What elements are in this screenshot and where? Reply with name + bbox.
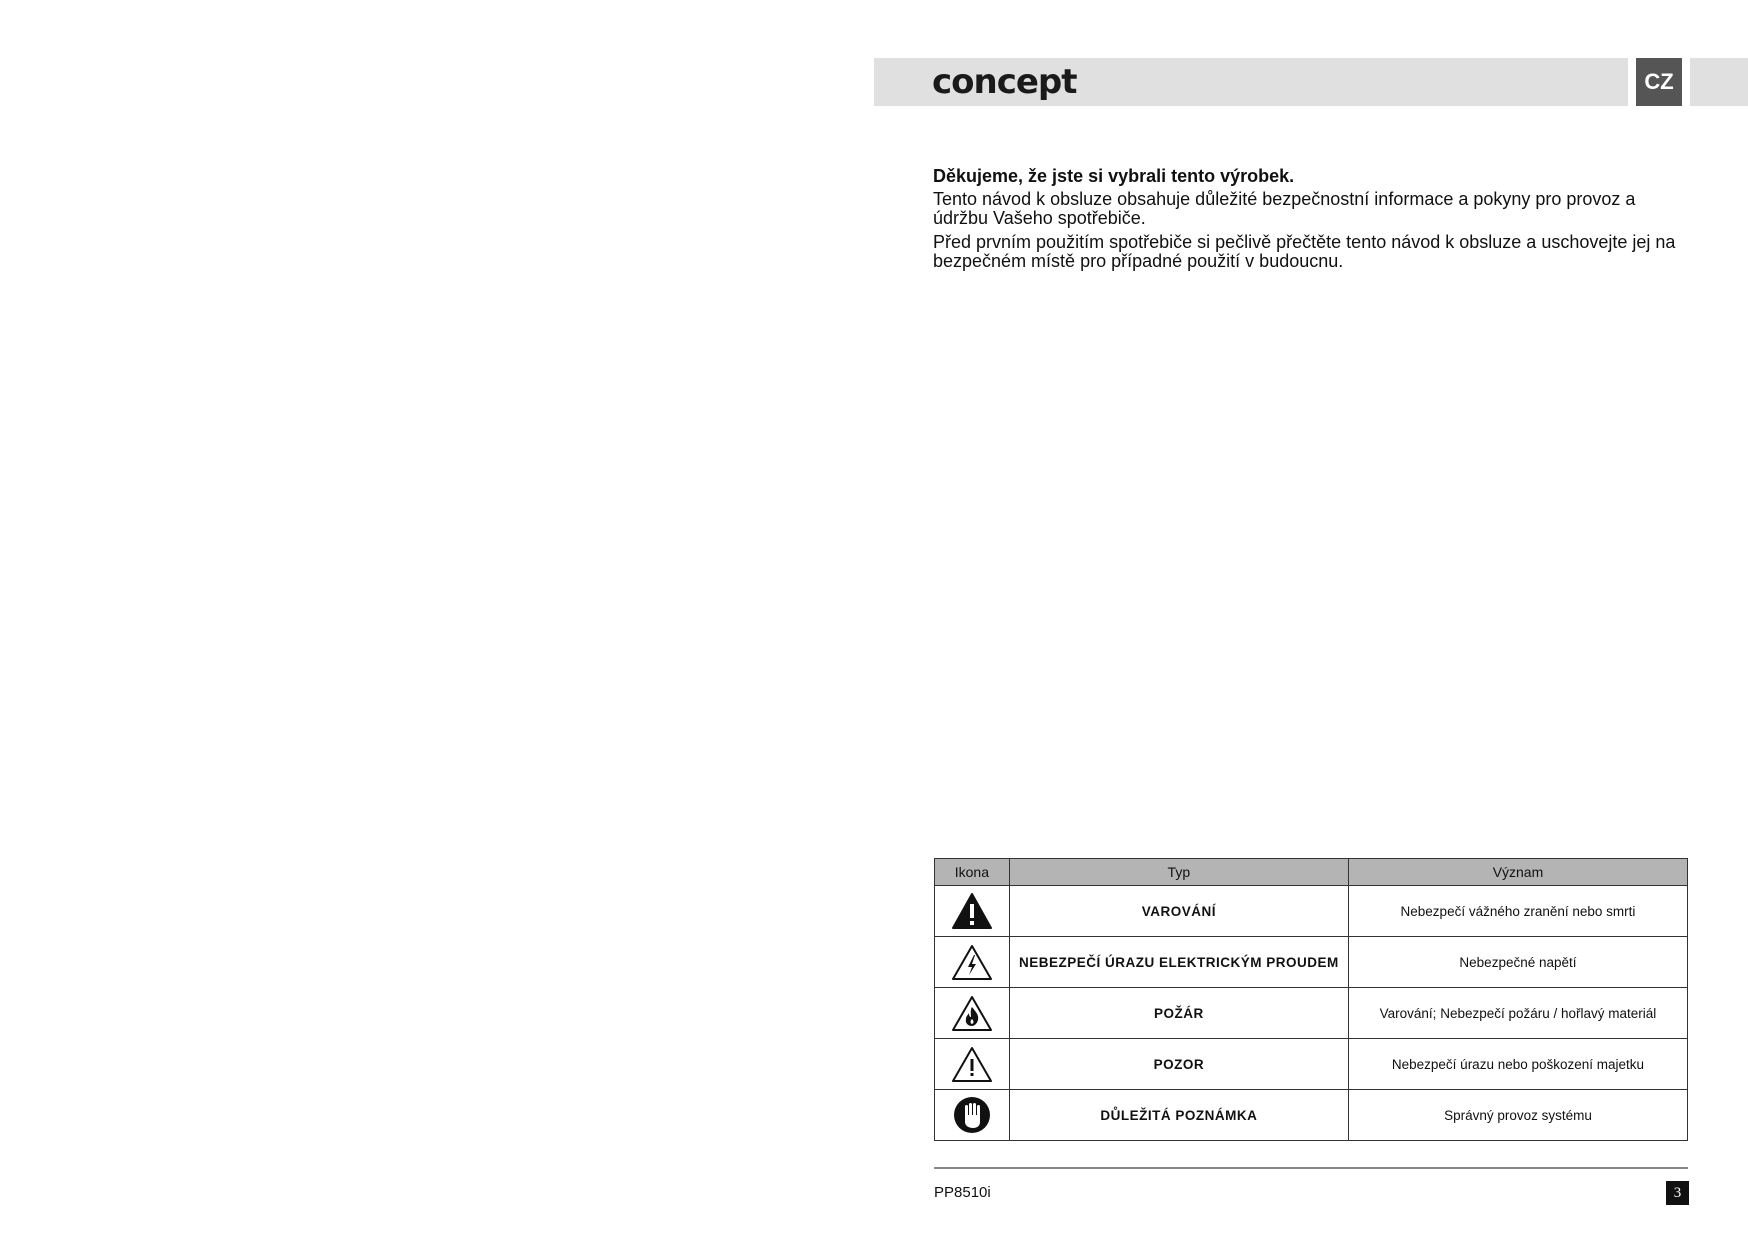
symbol-meaning: Nebezpečné napětí — [1348, 937, 1687, 988]
language-badge: CZ — [1636, 58, 1682, 106]
header-type-column: Typ — [1009, 859, 1348, 886]
symbol-meaning: Nebezpečí úrazu nebo poškození majetku — [1348, 1039, 1687, 1090]
table-row — [935, 937, 1688, 988]
table-header-row — [935, 859, 1688, 886]
intro-paragraph-2: Před prvním použitím spotřebiče si pečlivě přečtěte tento návod k obsluze a uschovejte jej na bezpečném místě pro případné použití v budoucnu. — [933, 232, 1676, 271]
footer-divider — [934, 1167, 1688, 1169]
symbol-type: POZOR — [1009, 1039, 1348, 1090]
hand-stop-icon — [935, 1095, 1009, 1135]
thanks-heading: Děkujeme, že jste si vybrali tento výrobek. — [933, 166, 1295, 186]
header-icon-column: Ikona — [935, 859, 1010, 886]
caution-icon — [935, 1045, 1009, 1083]
brand-logo: concept — [932, 62, 1077, 102]
fire-icon — [935, 994, 1009, 1032]
icon-cell — [935, 937, 1010, 988]
symbol-meaning: Správný provoz systému — [1348, 1090, 1687, 1141]
intro-paragraph-1: Tento návod k obsluze obsahuje důležité bezpečnostní informace a pokyny pro provoz a údržbu Vašeho spotřebiče. — [933, 189, 1636, 228]
symbol-meaning: Varování; Nebezpečí požáru / hořlavý materiál — [1348, 988, 1687, 1039]
symbol-type: NEBEZPEČÍ ÚRAZU ELEKTRICKÝM PROUDEM — [1009, 937, 1348, 988]
header-bar-tail — [1690, 58, 1748, 106]
table-row — [935, 988, 1688, 1039]
table-row — [935, 1090, 1688, 1141]
table-row — [935, 1039, 1688, 1090]
table-row — [935, 886, 1688, 937]
model-number: PP8510i — [934, 1184, 991, 1201]
symbol-type: VAROVÁNÍ — [1009, 886, 1348, 937]
symbol-type: POŽÁR — [1009, 988, 1348, 1039]
icon-cell — [935, 886, 1010, 937]
electric-shock-icon — [935, 943, 1009, 981]
warning-filled-icon — [935, 892, 1009, 930]
intro-section — [933, 167, 1685, 276]
safety-symbols-table — [934, 858, 1688, 1141]
header-meaning-column: Význam — [1348, 859, 1687, 886]
icon-cell — [935, 1090, 1010, 1141]
page-number: 3 — [1666, 1181, 1689, 1205]
icon-cell — [935, 1039, 1010, 1090]
icon-cell — [935, 988, 1010, 1039]
symbol-type: DŮLEŽITÁ POZNÁMKA — [1009, 1090, 1348, 1141]
symbol-meaning: Nebezpečí vážného zranění nebo smrti — [1348, 886, 1687, 937]
